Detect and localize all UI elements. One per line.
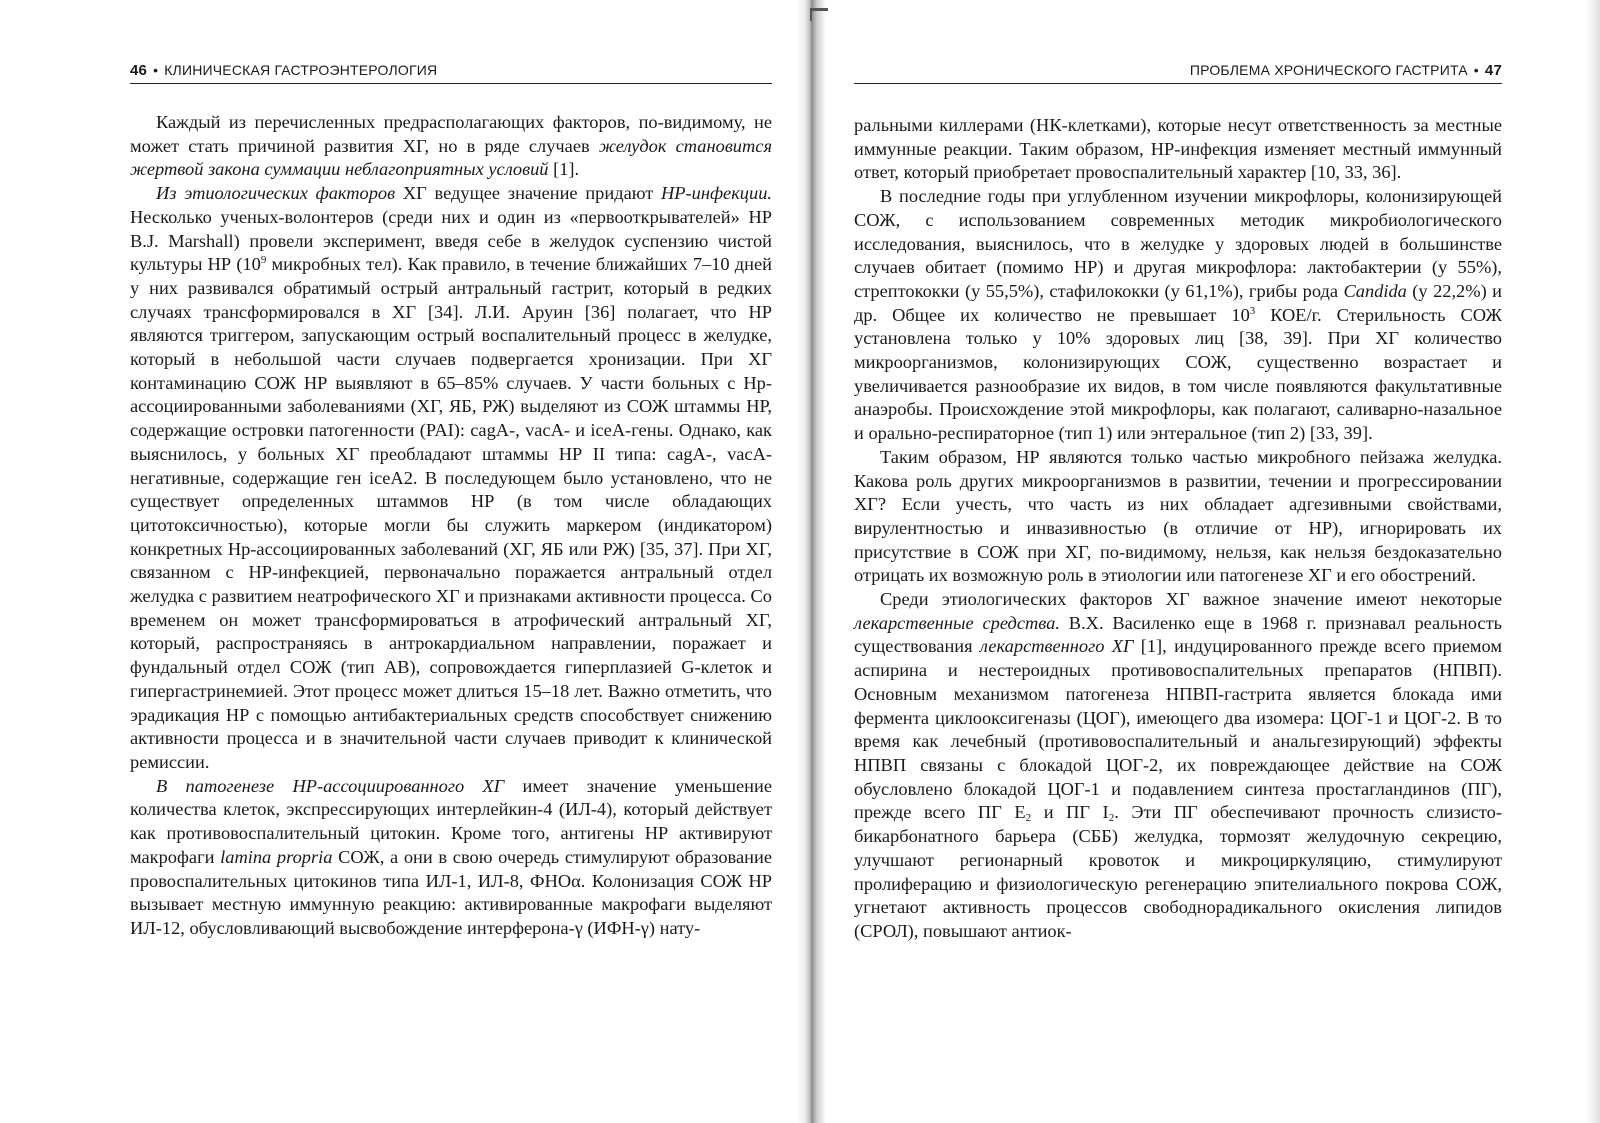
running-title: ПРОБЛЕМА ХРОНИЧЕСКОГО ГАСТРИТА xyxy=(1189,62,1468,78)
text-run: Несколько ученых-волонтеров (среди них и один из «первооткрывателей» НР B.J. Marshall) провели эксперимент, введя себе в желудок суспензию чистой культуры НР (10 xyxy=(130,206,772,275)
header-separator: • xyxy=(153,62,159,78)
paragraph xyxy=(854,185,1502,446)
italic-run: Из этиологических факторов xyxy=(156,183,396,204)
italic-run: lamina propria xyxy=(220,846,333,867)
text-run: СОЖ, а они в свою очередь стимулируют образование провоспалительных цитокинов типа ИЛ-1, ИЛ-8, ФНОα. Колонизация СОЖ НР вызывает местную иммунную реакцию: активированные макрофаги выделяют ИЛ-12, обусловливающий высвобождение интерферона-γ (ИФН-γ) нату- xyxy=(130,846,773,938)
page-number: 46 xyxy=(130,62,148,79)
text-run: микробных тел). Как правило, в течение ближайших 7–10 дней у них развивался обратимый острый антральный гастрит, который в редких случаях трансформировался в ХГ [34]. Л.И. Аруин [36] полагает, что НР являются триггером, запускающим острый воспалительный процесс в желудке, который в небольшой части случаев подвергается хронизации. При ХГ контаминацию СОЖ НР выявляют в 65–85% случаев. У части больных с Нр-ассоциированными заболеваниями (ХГ, ЯБ, РЖ) выделяют из СОЖ штаммы НР, содержащие островки патогенности (PAI): cagA-, vacA- и iceA-гены. Однако, как выяснилось, у больных ХГ преобладают штаммы НР II типа: cagA-, vacA-негативные, содержащие ген iceA2. В последующем было установлено, что не существует определенных штаммов НР (в том числе обладающих цитотоксичностью), которые могли бы служить маркером (индикатором) конкретных Нр-ассоциированных заболеваний (ХГ, ЯБ или РЖ) [35, 37]. При ХГ, связанном с НР-инфекцией, первоначально поражается антральный отдел желудка с развитием неатрофического ХГ и признаками активности процесса. Со временем он может трансформироваться в атрофический антральный ХГ, который, распространяясь в антрокардиальном направлении, поражает и фундальный отдел СОЖ (тип АВ), сопровождается гиперплазией G-клеток и гипергастринемией. Этот процесс может длиться 15–18 лет. Важно отметить, что эрадикация НР с помощью антибактериальных средств способствует снижению активности процесса и в значительной части случаев приводит к клинической ремиссии. xyxy=(130,254,772,772)
text-run: [1], индуцированного прежде всего приемом аспирина и нестероидных противовоспалительных препаратов (НПВП). Основным механизмом патогенеза НПВП-гастрита является блокада ими фермента циклооксигеназы (ЦОГ), имеющего два изомера: ЦОГ-1 и ЦОГ-2. В то время как лечебный (противовоспалительный и анальгезирующий) эффекты НПВП связаны с блокадой ЦОГ-2, их повреждающее действие на СОЖ обусловлено блокадой ЦОГ-1 и подавлением синтеза простагландинов (ПГ), прежде всего ПГ Е xyxy=(854,636,1502,823)
paragraph xyxy=(854,588,1502,944)
text-run: Каждый из перечисленных предрасполагающих факторов, по-видимому, не может стать причиной развития ХГ, но в ряде случаев xyxy=(130,112,772,156)
header-separator: • xyxy=(1473,62,1479,78)
italic-run: Candida xyxy=(1343,280,1407,301)
italic-run: лекарственного ХГ xyxy=(979,636,1134,657)
subscript: 2 xyxy=(1025,812,1032,825)
text-run: Таким образом, НР являются только частью микробного пейзажа желудка. Какова роль других микроорганизмов в развитии, течении и прогрессировании ХГ? Если учесть, что часть из них обладает адгезивными свойствами, вирулентностью и инвазивностью (в отличие от НР), игнорировать их присутствие в СОЖ при ХГ, по-видимому, нельзя, как нельзя бездоказательно отрицать их возможную роль в этиологии или патогенезе ХГ и его обострений. xyxy=(854,446,1502,586)
text-run: ральными киллерами (НК-клетками), которые несут ответственность за местные иммунные реакции. Таким образом, НР-инфекция изменяет местный иммунный ответ, который приобретает провоспалительный характер [10, 33, 36]. xyxy=(854,115,1502,183)
text-run: КОЕ/г. Стерильность СОЖ установлена только у 10% здоровых лиц [38, 39]. При ХГ количество микроорганизмов, колонизирующих СОЖ, существенно возрастает и увеличивается разнообразие их видов, в том числе появляются факультативные анаэробы. Происхождение этой микрофлоры, как полагают, саливарно-назальное и орально-респираторное (тип 1) или энтеральное (тип 2) [33, 39]. xyxy=(854,304,1503,444)
italic-run: желудок становится жертвой закона суммации неблагоприятных условий xyxy=(130,135,772,180)
text-run: В последние годы при углубленном изучении микрофлоры, колонизирующей СОЖ, с использованием современных методик микробиологического исследования, выяснилось, что в желудке у здоровых людей в большинстве случаев обитает (помимо НР) и другая микрофлора: лактобактерии (у 55%), стрептококки (у 55,5%), стафилококки (у 61,1%), грибы рода xyxy=(854,186,1502,301)
paragraph xyxy=(854,446,1502,588)
right-body-text xyxy=(854,114,1502,944)
right-page xyxy=(812,0,1600,1123)
text-run: Среди этиологических факторов ХГ важное значение имеют некоторые xyxy=(880,589,1502,610)
text-run: (у 22,2%) и др. Общее их количество не превышает 10 xyxy=(854,280,1502,325)
right-running-header xyxy=(854,62,1502,84)
italic-run: В патогенезе НР-ассоциированного ХГ xyxy=(156,775,505,796)
left-running-header xyxy=(130,62,772,84)
text-run: . Эти ПГ обеспечивают прочность слизисто-бикарбонатного барьера (СББ) желудка, тормозят желудочную секрецию, улучшают регионарный кровоток и микроциркуляцию, стимулируют пролиферацию и физиологическую регенерацию эпителиального покрова СОЖ, угнетают активность процессов свободнорадикального окисления липидов (СРОЛ), повышают антиок- xyxy=(854,802,1502,941)
superscript: 3 xyxy=(1249,304,1256,317)
text-run: В.Х. Василенко еще в 1968 г. признавал реальность существования xyxy=(854,612,1503,657)
paragraph xyxy=(130,182,772,775)
italic-run: НР-инфекции. xyxy=(661,183,772,204)
text-run: [1]. xyxy=(548,159,580,180)
paragraph xyxy=(130,111,772,182)
page-number: 47 xyxy=(1484,62,1502,79)
text-run: и ПГ I xyxy=(1031,802,1109,823)
subscript: 2 xyxy=(1108,812,1115,825)
running-title: КЛИНИЧЕСКАЯ ГАСТРОЭНТЕРОЛОГИЯ xyxy=(164,62,438,78)
paragraph xyxy=(130,775,772,941)
text-run: имеет значение уменьшение количества клеток, экспрессирующих интерлейкин-4 (ИЛ-4), который действует как противовоспалительный цитокин. Кроме того, антигены НР активируют макрофаги xyxy=(130,775,772,867)
italic-run: лекарственные средства. xyxy=(854,612,1060,633)
left-body-text xyxy=(130,111,772,941)
paragraph xyxy=(854,114,1502,185)
superscript: 9 xyxy=(260,254,267,267)
text-run: ХГ ведущее значение придают xyxy=(395,183,662,204)
